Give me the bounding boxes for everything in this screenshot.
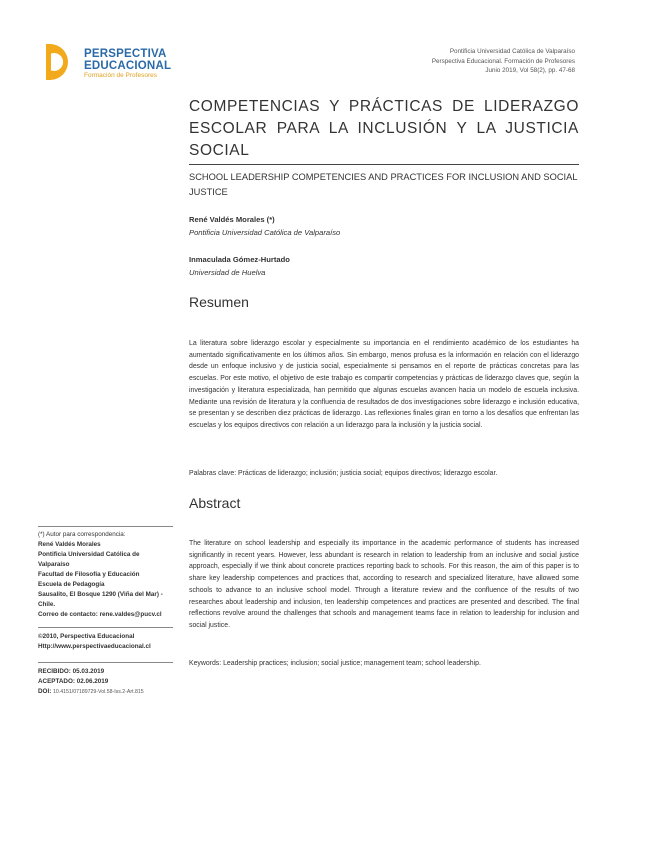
resumen-keywords: Palabras clave: Prácticas de liderazgo; inclusión; justicia social; equipos directivos; liderazgo escolar. xyxy=(189,470,498,477)
correspondence-email[interactable]: Correo de contacto: rene.valdes@pucv.cl xyxy=(38,611,162,618)
journal-logo xyxy=(38,40,172,82)
doi-line xyxy=(38,687,144,697)
correspondence-address: Sausalito, El Bosque 1290 (Viña del Mar) - xyxy=(38,591,163,598)
copyright-line: ©2010, Perspectiva Educacional xyxy=(38,633,135,640)
author-name: Inmaculada Gómez-Hurtado xyxy=(189,255,290,264)
journal-info xyxy=(432,47,575,76)
journal-issue: Junio 2019, Vol 58(2), pp. 47-68 xyxy=(485,67,575,74)
sidebar-divider xyxy=(38,627,173,628)
dates-block xyxy=(38,667,144,697)
doi-label: DOI: xyxy=(38,688,52,695)
sidebar-divider xyxy=(38,526,173,527)
title-divider xyxy=(189,164,579,165)
correspondence-faculty: Facultad de Filosofía y Educación xyxy=(38,571,140,578)
correspondence-institution: Pontificia Universidad Católica de xyxy=(38,551,140,558)
abstract-heading: Abstract xyxy=(189,495,241,511)
author-affiliation: Universidad de Huelva xyxy=(189,268,266,277)
abstract-keywords: Keywords: Leadership practices; inclusion; social justice; management team; school leadership. xyxy=(189,660,481,667)
resumen-heading: Resumen xyxy=(189,294,249,310)
correspondence-label: (*) Autor para correspondencia: xyxy=(38,531,126,538)
accepted-date: ACEPTADO: 02.06.2019 xyxy=(38,678,109,685)
author-affiliation: Pontificia Universidad Católica de Valparaíso xyxy=(189,228,341,237)
journal-institution: Pontificia Universidad Católica de Valparaíso xyxy=(449,48,575,55)
logo-tagline: Formación de Profesores xyxy=(84,72,157,79)
correspondence-block xyxy=(38,530,178,620)
sidebar-divider xyxy=(38,662,173,663)
correspondence-address-cont: Chile. xyxy=(38,601,56,608)
journal-name: Perspectiva Educacional. Formación de Profesores xyxy=(431,57,575,65)
journal-website-link[interactable]: Http://www.perspectivaeducacional.cl xyxy=(38,643,151,650)
doi-link[interactable]: 10.4151/07189729-Vol.58-Iss.2-Art.815 xyxy=(53,689,144,695)
author-name: René Valdés Morales (*) xyxy=(189,215,275,224)
received-date: RECIBIDO: 05.03.2019 xyxy=(38,668,105,675)
logo-name-line2: EDUCACIONAL xyxy=(84,60,172,72)
correspondence-institution-cont: Valparaíso xyxy=(38,561,70,568)
logo-name-line1: PERSPECTIVA xyxy=(84,48,167,60)
abstract-body: The literature on school leadership and especially its importance in the academic performance of students has increased significantly in recent years. However, less abundant is research in relation to leadership from an inclusive and social justice approach, especially if we think about concrete practices reporting back to schools. For this reason, the aim of this paper is to share key leadership competences and practices that, according to research and specialized literature, have allowed some schools to advance to an inclusive school model. Through a literature review and the confluence of the results of two researches about leadership and inclusion, ten leadership competences and practices are presented and described. The final reflections revolve around the challenges that schools and management teams face in relation to leadership for inclusion and social justice. xyxy=(189,540,579,629)
article-title: COMPETENCIAS Y PRÁCTICAS DE LIDERAZGO ESCOLAR PARA LA INCLUSIÓN Y LA JUSTICIA SOCIAL xyxy=(189,98,579,159)
resumen-body: La literatura sobre liderazgo escolar y especialmente su importancia en el rendimiento académico de los estudiantes ha aumentado significativamente en los últimos años. Sin embargo, menos profusa es la información en relación con el liderazgo desde un enfoque inclusivo y de justicia social, especialmente si pensamos en el reporte de prácticas concretas para las escuelas. Por este motivo, el objetivo de este trabajo es compartir competencias y prácticas de liderazgo claves que, según la investigación y literatura especializada, han permitido que algunas escuelas avancen hacia un modelo de escuela inclusiva. Mediante una revisión de literatura y la confluencia de resultados de dos investigaciones sobre liderazgo e inclusión educativa, se presentan y se describen diez prácticas de liderazgo. Las reflexiones finales giran en torno a los desafíos que enfrentan las escuelas y los equipos directivos con relación a un liderazgo para la inclusión y la justicia social. xyxy=(189,340,579,429)
logo-mark-icon xyxy=(38,40,82,84)
copyright-block xyxy=(38,632,151,652)
correspondence-school: Escuela de Pedagogía xyxy=(38,581,105,588)
correspondence-name: René Valdés Morales xyxy=(38,541,101,548)
article-subtitle: SCHOOL LEADERSHIP COMPETENCIES AND PRACTICES FOR INCLUSION AND SOCIAL JUSTICE xyxy=(189,172,578,197)
